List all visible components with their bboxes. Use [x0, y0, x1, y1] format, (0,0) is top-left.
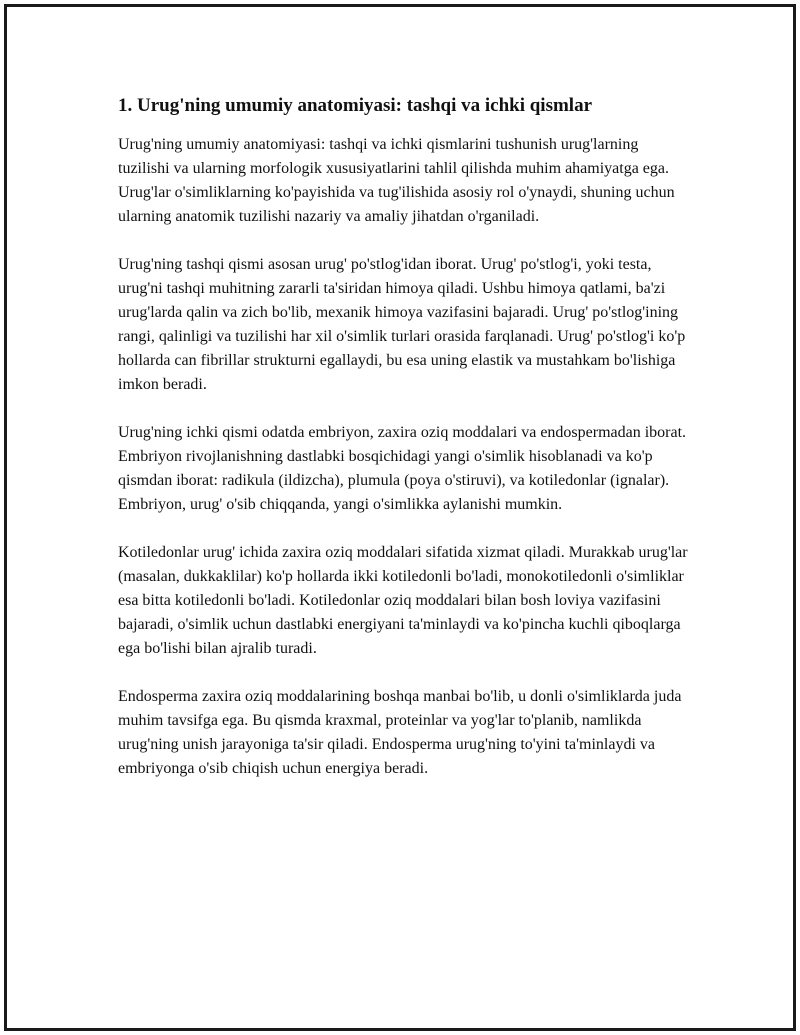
paragraph-outer-part: Urug'ning tashqi qismi asosan urug' po'stlog'idan iborat. Urug' po'stlog'i, yoki testa, urug'ni tashqi muhitning zararli ta'siridan himoya qiladi. Ushbu himoya qatlami, ba'zi urug'larda qalin va zich bo'lib, mexanik himoya vazifasini bajaradi. Urug' po'stlog'ining rangi, qalinligi va tuzilishi har xil o'simlik turlari orasida farqlanadi. Urug' po'stlog'i ko'p hollarda can fibrillar strukturni egallaydi, bu esa uning elastik va mustahkam bo'lishiga imkon beradi.: [118, 256, 686, 393]
paragraph-endosperm: Endosperma zaxira oziq moddalarining boshqa manbai bo'lib, u donli o'simliklarda juda muhim tavsifga ega. Bu qismda kraxmal, proteinlar va yog'lar to'planib, namlikda urug'ning unish jarayoniga ta'sir qiladi. Endosperma urug'ning to'yini ta'minlaydi va embriyonga o'sib chiqish uchun energiya beradi.: [118, 688, 682, 777]
document-body: [118, 94, 690, 805]
paragraph-cotyledons: Kotiledonlar urug' ichida zaxira oziq moddalari sifatida xizmat qiladi. Murakkab urug'lar (masalan, dukkaklilar) ko'p hollarda ikki kotiledonli bo'ladi, monokotiledonli o'simliklar esa bitta kotiledonli bo'ladi. Kotiledonlar oziq moddalari bilan bosh loviya vazifasini bajaradi, o'simlik uchun dastlabki energiyani ta'minlaydi va ko'pincha kuchli qiboqlarga ega bo'lishi bilan ajralib turadi.: [118, 544, 688, 657]
paragraph-inner-part: Urug'ning ichki qismi odatda embriyon, zaxira oziq moddalari va endospermadan iborat. Embriyon rivojlanishning dastlabki bosqichidagi yangi o'simlik hisoblanadi va ko'p qismdan iborat: radikula (ildizcha), plumula (poya o'stiruvi), va kotiledonlar (ignalar). Embriyon, urug' o'sib chiqqanda, yangi o'simlikka aylanishi mumkin.: [118, 424, 687, 513]
paragraph-intro: Urug'ning umumiy anatomiyasi: tashqi va ichki qismlarini tushunish urug'larning tuzilishi va ularning morfologik xususiyatlarini tahlil qilishda muhim ahamiyatga ega. Urug'lar o'simliklarning ko'payishida va tug'ilishida asosiy rol o'ynaydi, shuning uchun ularning anatomik tuzilishi nazariy va amaliy jihatdan o'rganiladi.: [118, 136, 675, 225]
section-title: 1. Urug'ning umumiy anatomiyasi: tashqi va ichki qismlar: [118, 95, 593, 116]
